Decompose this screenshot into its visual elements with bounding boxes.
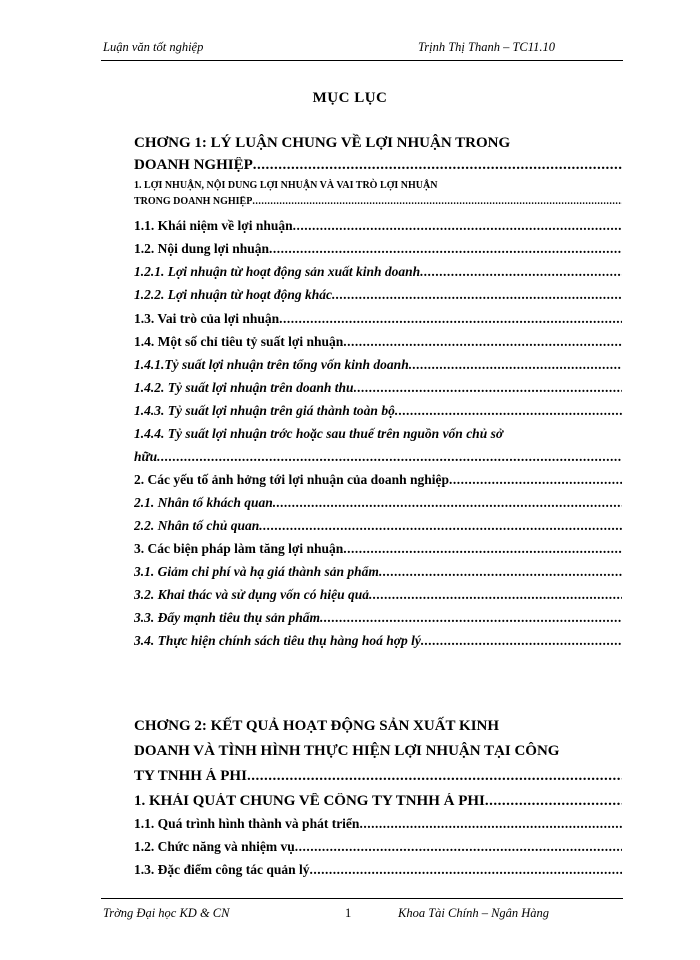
toc-entry <box>134 264 622 280</box>
toc-entry-label: 2.2. Nhân tố chủ quan <box>134 518 260 533</box>
toc-entry-label: 3.2. Khai thác và sử dụng vốn có hiệu quả <box>134 587 369 602</box>
toc-entry-label: 1.3. Vai trò của lợi nhuận <box>134 311 280 326</box>
toc-entry-label: 1.4.2. Tỷ suất lợi nhuận trên doanh thu <box>134 380 354 395</box>
leader-dots <box>157 449 622 465</box>
toc-entry <box>134 793 622 810</box>
toc-entry-label: 3.4. Thực hiện chính sách tiêu thụ hàng hoá hợp lý <box>134 633 421 648</box>
toc-entry-label: 1.1. Quá trình hình thành và phát triển <box>134 816 360 831</box>
toc-entry <box>134 287 622 303</box>
toc-entry <box>134 839 622 855</box>
leader-dots <box>379 564 622 580</box>
toc-entry <box>134 380 622 396</box>
chapter-1-title-line1: CHƠNG 1: LÝ LUẬN CHUNG VỀ LỢI NHUẬN TRONG <box>134 135 511 151</box>
toc-entry <box>134 403 622 419</box>
toc-entry-label: 1. KHÁI QUÁT CHUNG VỀ CÔNG TY TNHH Á PHI <box>134 793 485 809</box>
toc-entry-label: 1.1. Khái niệm về lợi nhuận <box>134 218 293 233</box>
leader-dots <box>449 472 622 488</box>
leader-dots <box>293 218 622 234</box>
toc-entry-label: 3.3. Đẩy mạnh tiêu thụ sản phẩm <box>134 610 321 625</box>
leader-dots <box>247 768 622 785</box>
toc-entry-label: 3.1. Giảm chi phí và hạ giá thành sản phẩm <box>134 564 379 579</box>
toc-entry-label: 2. Các yếu tố ảnh hởng tới lợi nhuận của doanh nghiệp <box>134 472 450 487</box>
leader-dots <box>420 264 622 280</box>
toc-entry <box>134 816 622 832</box>
leader-dots <box>273 495 622 511</box>
toc-entry-label: 1.2. Chức năng và nhiệm vụ <box>134 839 295 854</box>
toc-entry-label: 1.2.2. Lợi nhuận từ hoạt động khác <box>134 287 333 302</box>
toc-entry <box>134 218 622 234</box>
leader-dots <box>320 610 622 626</box>
chapter-2-title-line3: TY TNHH Á PHI <box>134 768 247 784</box>
leader-dots <box>343 541 622 557</box>
header-left: Luận văn tốt nghiệp <box>103 40 204 54</box>
chapter-2-entry <box>134 768 622 785</box>
toc-entry-label: 3. Các biện pháp làm tăng lợi nhuận <box>134 541 344 556</box>
footer-left: Trờng Đại học KD & CN <box>103 906 230 920</box>
page-title: MỤC LỤC <box>312 90 388 106</box>
leader-dots <box>343 334 622 350</box>
chapter-1-title-line2: DOANH NGHIỆP <box>134 157 253 173</box>
section-1-entry <box>134 196 622 207</box>
toc-entry <box>134 334 622 350</box>
leader-dots <box>369 587 622 603</box>
chapter-1-entry <box>134 157 622 174</box>
leader-dots <box>332 287 622 303</box>
leader-dots <box>395 403 622 419</box>
section-1-title-line1: 1. LỢI NHUẬN, NỘI DUNG LỢI NHUẬN VÀ VAI TRÒ LỢI NHUẬN <box>134 180 438 191</box>
leader-dots <box>421 633 622 649</box>
toc-entry-label: 1.4. Một số chỉ tiêu tỷ suất lợi nhuận <box>134 334 344 349</box>
leader-dots <box>253 157 622 174</box>
chapter-2-title-line1: CHƠNG 2: KẾT QUẢ HOẠT ĐỘNG SẢN XUẤT KINH <box>134 718 500 734</box>
toc-entry-144-line1: 1.4.4. Tỷ suất lợi nhuận trớc hoặc sau thuế trên nguồn vốn chủ sở <box>134 426 504 441</box>
leader-dots <box>269 241 622 257</box>
toc-entry-label: 2.1. Nhân tố khách quan <box>134 495 273 510</box>
toc-entry-label: hữu <box>134 449 158 464</box>
toc-entry-label: 1.3. Đặc điểm công tác quản lý <box>134 862 310 877</box>
leader-dots <box>252 196 622 207</box>
footer-right: Khoa Tài Chính – Ngân Hàng <box>398 906 550 920</box>
toc-entry <box>134 357 622 373</box>
header-divider <box>101 60 623 61</box>
toc-entry <box>134 541 622 557</box>
leader-dots <box>279 311 622 327</box>
page-number: 1 <box>345 906 352 920</box>
toc-entry-label: 1.4.3. Tỷ suất lợi nhuận trên giá thành toàn bộ <box>134 403 395 418</box>
toc-entry <box>134 472 622 488</box>
toc-entry <box>134 633 622 649</box>
toc-entry <box>134 862 622 878</box>
leader-dots <box>354 380 622 396</box>
toc-entry <box>134 311 622 327</box>
toc-entry-label: 1.2. Nội dung lợi nhuận <box>134 241 270 256</box>
toc-entry <box>134 518 622 534</box>
section-1-title-line2: TRONG DOANH NGHIỆP <box>134 196 253 207</box>
footer-divider <box>101 898 623 899</box>
leader-dots <box>485 793 622 810</box>
leader-dots <box>359 816 622 832</box>
leader-dots <box>295 839 622 855</box>
toc-entry <box>134 449 622 465</box>
toc-entry <box>134 495 622 511</box>
leader-dots <box>310 862 623 878</box>
header-right: Trịnh Thị Thanh – TC11.10 <box>418 40 555 54</box>
toc-entry <box>134 241 622 257</box>
toc-entry <box>134 587 622 603</box>
chapter-2-title-line2: DOANH VÀ TÌNH HÌNH THỰC HIỆN LỢI NHUẬN TẠI CÔNG <box>134 743 560 759</box>
toc-entry-label: 1.2.1. Lợi nhuận từ hoạt động sản xuất kinh doanh <box>134 264 421 279</box>
toc-entry-label: 1.4.1.Tỷ suất lợi nhuận trên tổng vốn kinh doanh <box>134 357 409 372</box>
leader-dots <box>259 518 622 534</box>
leader-dots <box>409 357 622 373</box>
toc-entry <box>134 610 622 626</box>
toc-entry <box>134 564 622 580</box>
